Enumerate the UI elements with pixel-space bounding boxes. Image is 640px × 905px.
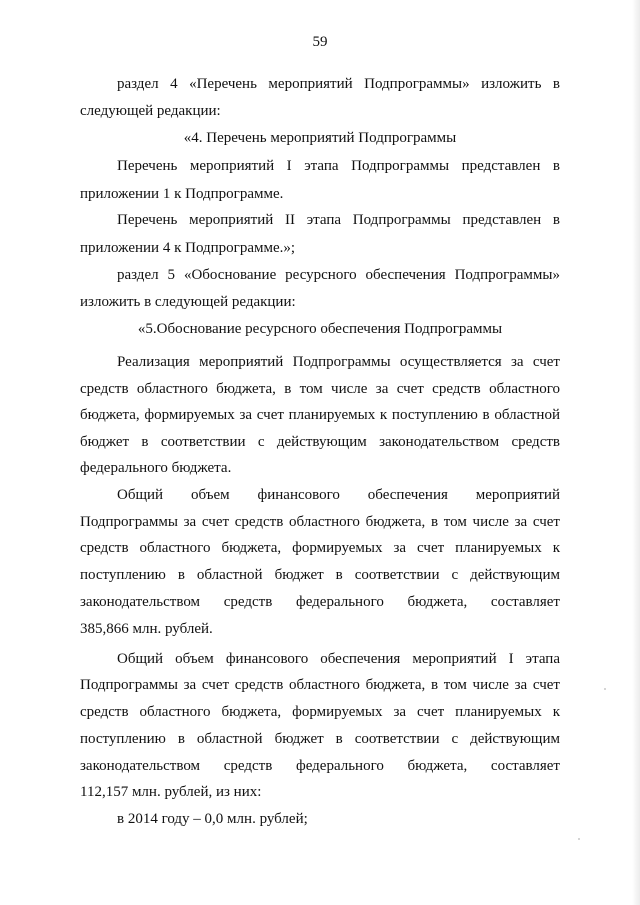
- text-line: Общий объем финансового обеспечения мероприятий: [117, 487, 560, 503]
- text-line: 112,157 млн. рублей, из них:: [80, 784, 262, 800]
- text-line: Перечень мероприятий II этапа Подпрограммы представлен в: [117, 212, 560, 228]
- scan-speck: [578, 838, 580, 840]
- text-line: раздел 4 «Перечень мероприятий Подпрограммы» изложить в: [117, 76, 560, 92]
- text-line: 385,866 млн. рублей.: [80, 621, 213, 637]
- text-line: бюджета, формируемых за счет планируемых к поступлению в областной: [80, 407, 560, 423]
- text-line: бюджет в соответствии с действующим законодательством средств: [80, 434, 560, 450]
- text-line: приложении 1 к Подпрограмме.: [80, 186, 284, 202]
- section-heading: «4. Перечень мероприятий Подпрограммы: [183, 130, 457, 146]
- page-edge-shadow: [632, 0, 640, 905]
- text-line: средств областного бюджета, формируемых за счет планируемых к: [80, 704, 560, 720]
- text-line: изложить в следующей редакции:: [80, 294, 296, 310]
- text-line: средств областного бюджета, формируемых за счет планируемых к: [80, 540, 560, 556]
- text-line: следующей редакции:: [80, 103, 221, 119]
- text-line: поступлению в областной бюджет в соответствии с действующим: [80, 567, 560, 583]
- text-line: Подпрограммы за счет средств областного бюджета, в том числе за счет: [80, 677, 560, 693]
- text-line: в 2014 году – 0,0 млн. рублей;: [117, 811, 308, 827]
- page-number: 59: [312, 34, 328, 50]
- text-line: законодательством средств федерального бюджета, составляет: [80, 594, 560, 610]
- text-line: законодательством средств федерального бюджета, составляет: [80, 758, 560, 774]
- text-line: поступлению в областной бюджет в соответствии с действующим: [80, 731, 560, 747]
- section-heading: «5.Обоснование ресурсного обеспечения Подпрограммы: [137, 321, 503, 337]
- text-line: Общий объем финансового обеспечения мероприятий I этапа: [117, 651, 560, 667]
- text-line: раздел 5 «Обоснование ресурсного обеспечения Подпрограммы»: [117, 267, 560, 283]
- text-line: Реализация мероприятий Подпрограммы осуществляется за счет: [117, 354, 560, 370]
- text-line: Перечень мероприятий I этапа Подпрограммы представлен в: [117, 158, 560, 174]
- text-line: приложении 4 к Подпрограмме.»;: [80, 240, 296, 256]
- text-line: федерального бюджета.: [80, 460, 232, 476]
- text-line: Подпрограммы за счет средств областного бюджета, в том числе за счет: [80, 514, 560, 530]
- scan-speck: [604, 688, 606, 690]
- text-line: средств областного бюджета, в том числе за счет средств областного: [80, 381, 560, 397]
